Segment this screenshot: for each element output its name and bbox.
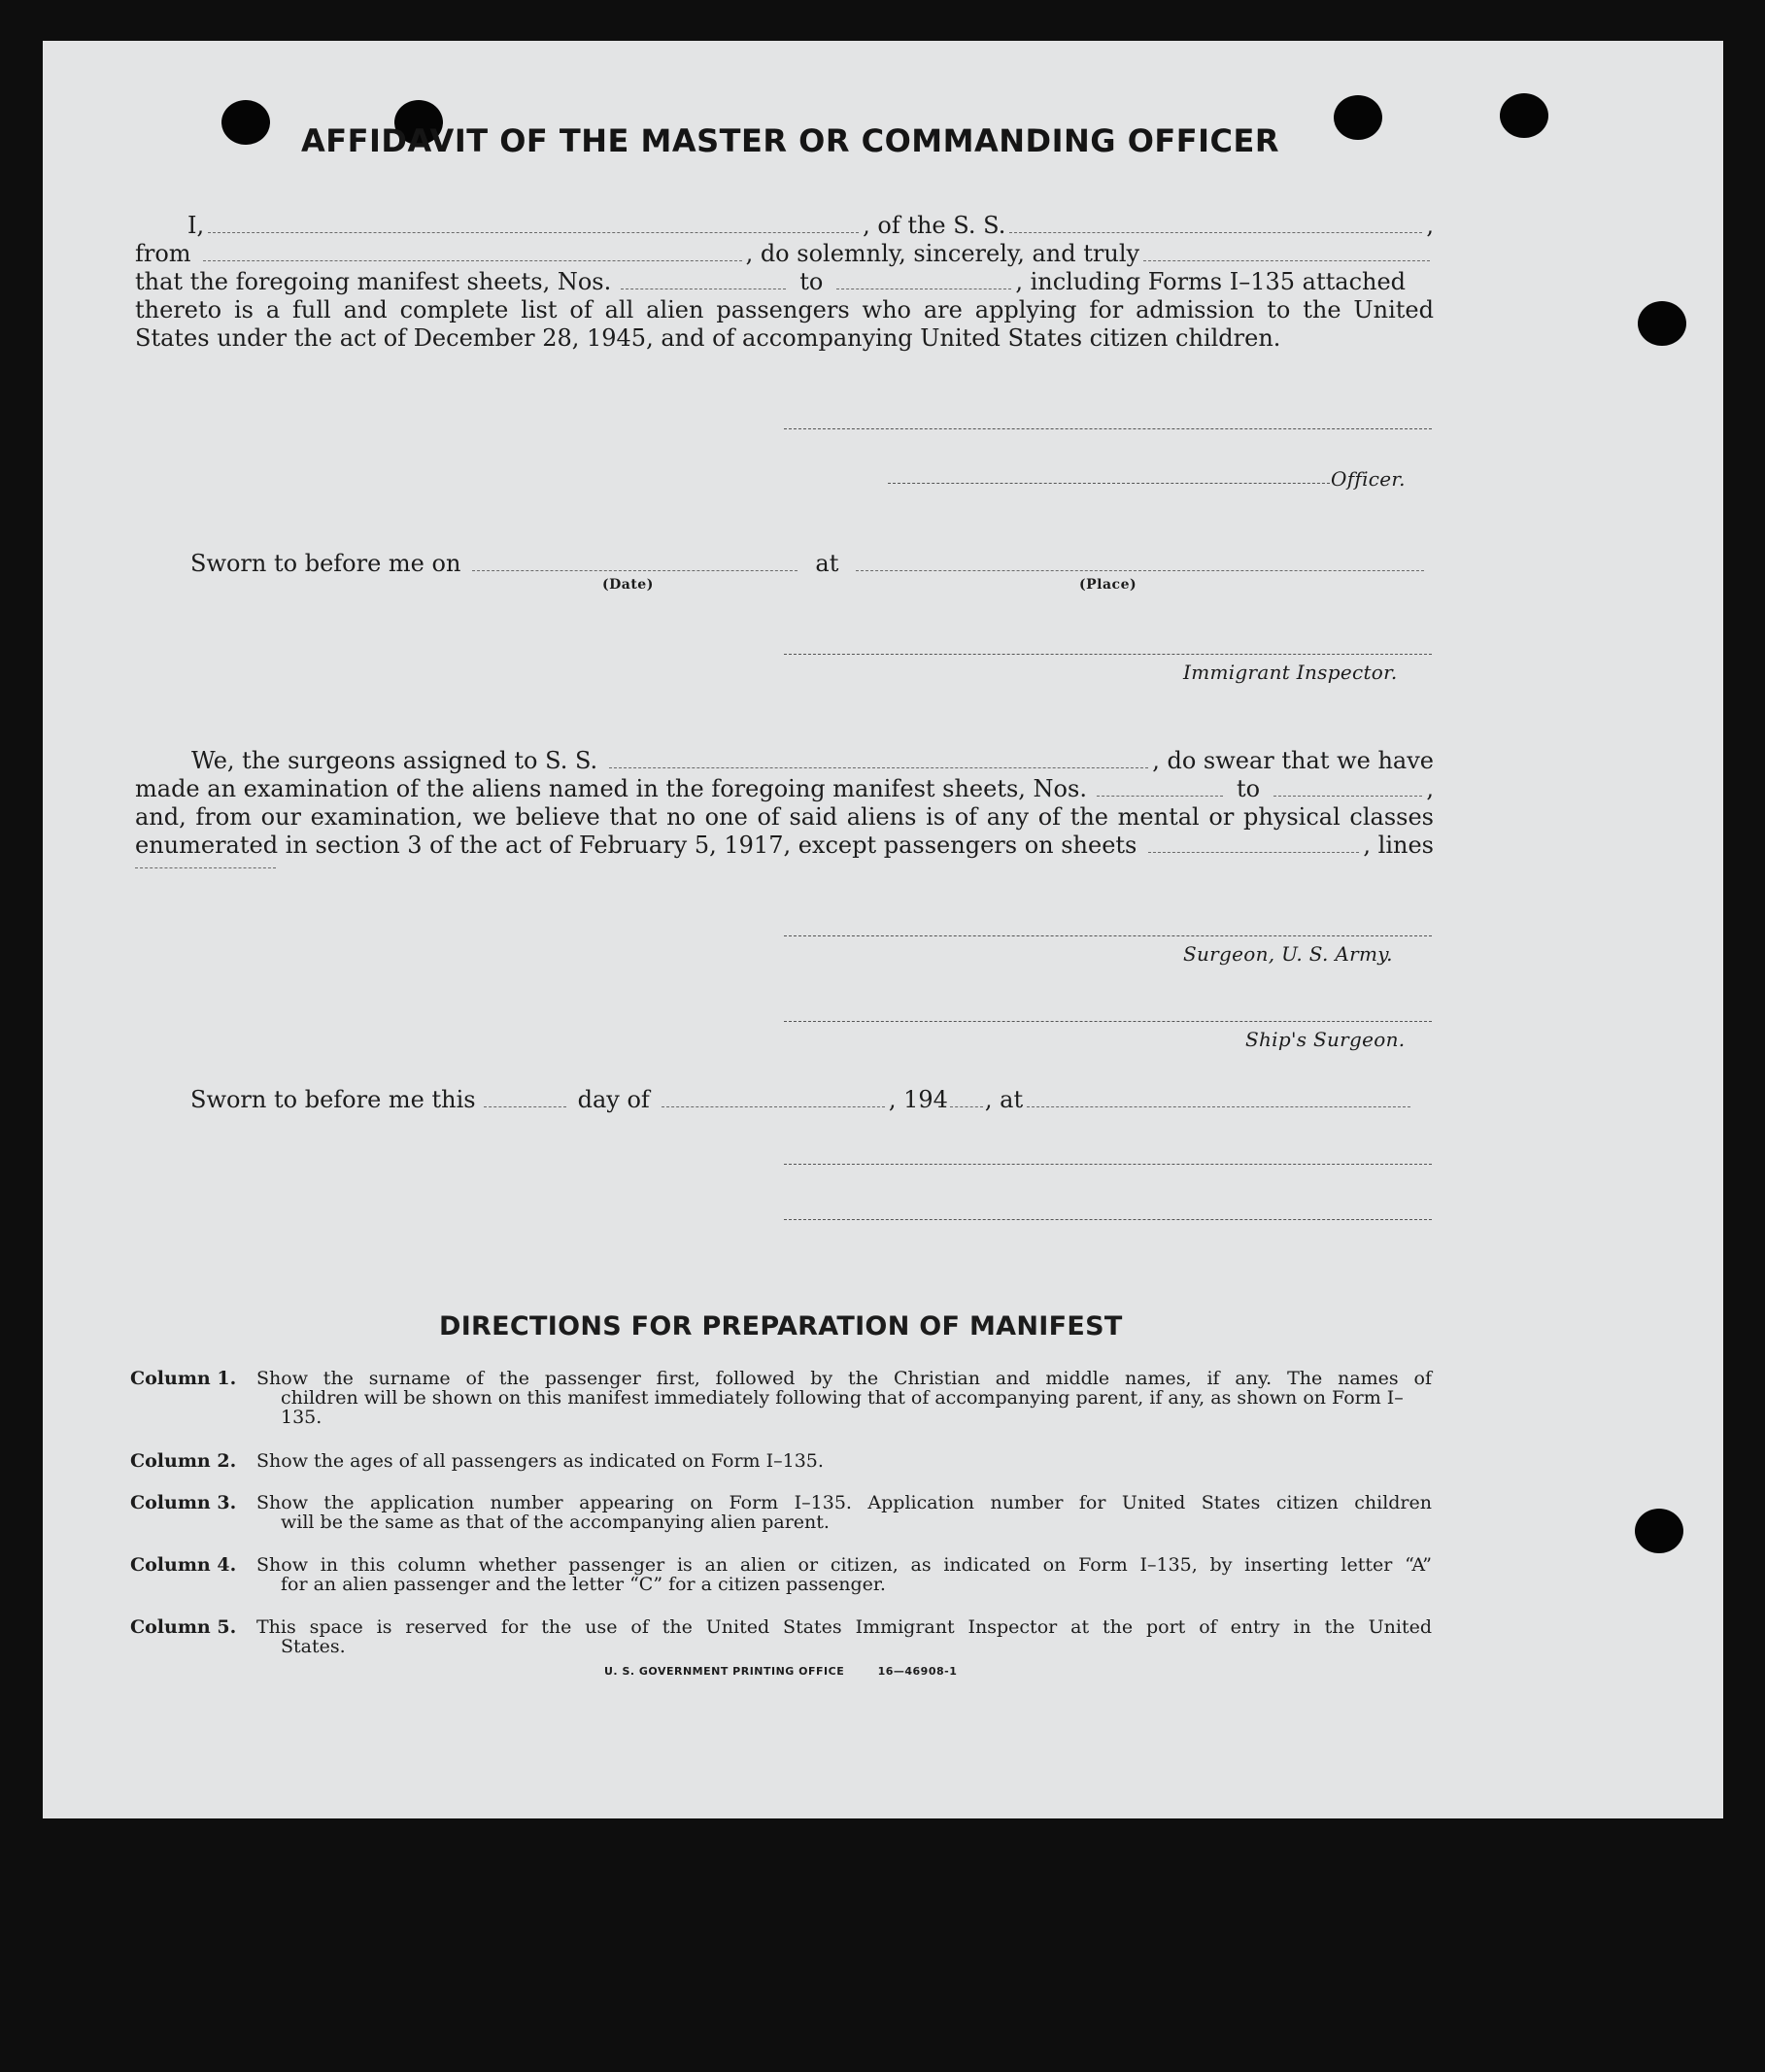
examined-from-field[interactable] <box>1097 788 1223 797</box>
affidavit-text: , of the S. S. <box>863 212 1006 239</box>
sworn-text: Sworn to before me this <box>190 1086 476 1113</box>
place-field[interactable] <box>856 562 1424 571</box>
sworn-line <box>190 550 1428 577</box>
officiant-title-line[interactable] <box>784 1219 1432 1220</box>
affidavit-text: , <box>1426 212 1434 239</box>
surgeons-line <box>135 860 1434 888</box>
surgeon-ship-field[interactable] <box>609 760 1148 768</box>
surgeons-text: , lines <box>1363 832 1434 859</box>
column-text-continued: States. <box>281 1636 346 1657</box>
except-sheets-field[interactable] <box>1148 844 1359 853</box>
affidavit-text: I, <box>187 212 205 239</box>
column-text: Show the application number appearing on Form I–135. Application number for United States citizen children <box>256 1492 1432 1513</box>
directions-heading: DIRECTIONS FOR PREPARATION OF MANIFEST <box>439 1311 1123 1342</box>
column-text: Show in this column whether passenger is an alien or citizen, as indicated on Form I–135, by inserting letter “A” <box>256 1554 1432 1576</box>
inspector-signature-line[interactable] <box>784 654 1432 655</box>
direction-item <box>130 1555 1432 1594</box>
surgeons-text: to <box>1236 775 1261 802</box>
surgeons-text: made an examination of the aliens named in the foregoing manifest sheets, Nos. <box>135 775 1087 802</box>
sworn-text: at <box>815 550 839 577</box>
punch-hole <box>1638 301 1686 346</box>
sworn-text: day of <box>577 1086 650 1113</box>
direction-item <box>130 1617 1432 1656</box>
column-label: Column 2. <box>130 1450 237 1472</box>
column-text: Show the ages of all passengers as indicated on Form I–135. <box>256 1450 824 1472</box>
column-label: Column 5. <box>130 1616 237 1638</box>
affidavit-text: , do solemnly, sincerely, and truly <box>745 240 1140 267</box>
affidavit-text: from <box>135 240 191 267</box>
surgeons-paragraph <box>135 747 1434 888</box>
surgeons-text: , do swear that we have <box>1152 747 1434 774</box>
month-field[interactable] <box>662 1099 885 1107</box>
sworn-place-field[interactable] <box>1027 1099 1410 1107</box>
column-label: Column 3. <box>130 1492 237 1513</box>
signature-line[interactable] <box>784 428 1432 429</box>
surgeons-text: We, the surgeons assigned to S. S. <box>191 747 598 774</box>
date-field[interactable] <box>472 562 798 571</box>
page-title: AFFIDAVIT OF THE MASTER OR COMMANDING OFFICER <box>301 122 1279 159</box>
direction-item <box>130 1493 1432 1532</box>
ship-surgeon-signature-line[interactable] <box>784 1021 1432 1022</box>
date-label: (Date) <box>602 577 654 593</box>
surgeons-line <box>135 747 1434 775</box>
column-text: This space is reserved for the use of the United States Immigrant Inspector at the port of entry in the United <box>256 1616 1432 1638</box>
surgeons-text: , <box>1426 775 1434 802</box>
army-surgeon-caption: Surgeon, U. S. Army. <box>1183 942 1393 966</box>
column-label: Column 4. <box>130 1554 237 1576</box>
affidavit-text: to <box>799 268 824 295</box>
sheet-from-field[interactable] <box>621 281 786 289</box>
sworn-day-line <box>190 1086 1414 1113</box>
printer-name: U. S. GOVERNMENT PRINTING OFFICE <box>604 1665 845 1678</box>
affidavit-line <box>135 268 1434 296</box>
column-text-continued: for an alien passenger and the letter “C” for a citizen passenger. <box>281 1574 886 1595</box>
inspector-caption: Immigrant Inspector. <box>1183 661 1398 684</box>
officiant-signature-line[interactable] <box>784 1164 1432 1165</box>
punch-hole <box>1500 93 1548 138</box>
affidavit-text: States under the act of December 28, 1945, and of accompanying United States citizen children. <box>135 324 1281 352</box>
day-field[interactable] <box>484 1099 566 1107</box>
form-code: 16—46908-1 <box>877 1665 958 1678</box>
officer-signature-line[interactable] <box>888 483 1330 484</box>
column-text-continued: children will be shown on this manifest immediately following that of accompanying parent, if any, as shown on Form I–135. <box>281 1387 1404 1428</box>
sworn-text: Sworn to before me on <box>190 550 461 577</box>
affidavit-paragraph <box>135 212 1434 353</box>
from-port-field[interactable] <box>203 253 742 261</box>
ship-name-field[interactable] <box>1009 224 1422 233</box>
sheet-to-field[interactable] <box>836 281 1011 289</box>
column-text: Show the surname of the passenger first, followed by the Christian and middle names, if any. The names of <box>256 1368 1432 1389</box>
army-surgeon-signature-line[interactable] <box>784 935 1432 936</box>
direction-item <box>130 1369 1432 1427</box>
surgeons-text: and, from our examination, we believe that no one of said aliens is of any of the mental or physical classes <box>135 803 1434 831</box>
punch-hole <box>1635 1509 1683 1553</box>
master-name-field[interactable] <box>208 224 859 233</box>
officer-caption: Officer. <box>1331 467 1406 491</box>
affidavit-text: , including Forms I–135 attached <box>1015 268 1407 295</box>
affidavit-line <box>135 240 1434 268</box>
sworn-text: , 194 <box>888 1086 948 1113</box>
surgeons-line <box>135 832 1434 860</box>
ship-surgeon-caption: Ship's Surgeon. <box>1245 1028 1406 1051</box>
except-lines-field[interactable] <box>135 860 276 868</box>
column-label: Column 1. <box>130 1368 237 1389</box>
surgeons-line <box>135 775 1434 803</box>
punch-hole <box>1334 95 1382 140</box>
sworn-text: , at <box>984 1086 1024 1113</box>
surgeons-text: enumerated in section 3 of the act of February 5, 1917, except passengers on sheets <box>135 832 1137 859</box>
year-field[interactable] <box>950 1099 983 1107</box>
affidavit-text: that the foregoing manifest sheets, Nos. <box>135 268 612 295</box>
column-text-continued: will be the same as that of the accompanying alien parent. <box>281 1512 830 1533</box>
place-label: (Place) <box>1079 577 1137 593</box>
direction-item <box>130 1451 1432 1471</box>
examined-to-field[interactable] <box>1273 788 1422 797</box>
punch-hole <box>221 100 270 145</box>
declaration-field[interactable] <box>1143 253 1430 261</box>
printer-imprint <box>604 1665 986 1678</box>
affidavit-line <box>135 212 1434 240</box>
affidavit-text: thereto is a full and complete list of all alien passengers who are applying for admission to the United <box>135 296 1434 323</box>
